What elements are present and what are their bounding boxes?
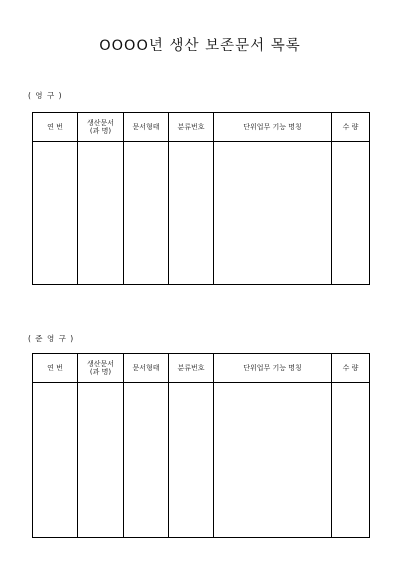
column-header-class-no: 분류번호: [169, 113, 214, 142]
table-row: [33, 383, 370, 538]
table-row: [33, 142, 370, 285]
section-label-semipermanent: ( 준 영 구 ): [28, 334, 75, 343]
column-header-production-doc-line2: (과 명): [89, 368, 112, 376]
cell-unit-task: [214, 383, 332, 538]
cell-unit-task: [214, 142, 332, 285]
cell-class-no: [169, 383, 214, 538]
document-title: OOOO년 생산 보존문서 목록: [99, 38, 301, 54]
column-header-serial: 연 번: [33, 354, 78, 383]
column-header-unit-task: 단위업무 기능 명칭: [214, 354, 332, 383]
column-header-serial: 연 번: [33, 113, 78, 142]
cell-quantity: [332, 142, 370, 285]
column-header-unit-task: 단위업무 기능 명칭: [214, 113, 332, 142]
column-header-doc-type: 문서형태: [124, 113, 169, 142]
cell-production-doc: [78, 383, 124, 538]
column-header-doc-type: 문서형태: [124, 354, 169, 383]
column-header-quantity: 수 량: [332, 354, 370, 383]
cell-quantity: [332, 383, 370, 538]
column-header-production-doc-line2: (과 명): [89, 127, 112, 135]
cell-doc-type: [124, 383, 169, 538]
cell-serial: [33, 383, 78, 538]
section-label-permanent: ( 영 구 ): [28, 91, 63, 100]
cell-production-doc: [78, 142, 124, 285]
column-header-production-doc: [78, 113, 124, 142]
table-header-row: [33, 113, 370, 142]
column-header-production-doc: [78, 354, 124, 383]
column-header-quantity: 수 량: [332, 113, 370, 142]
semipermanent-records-table: [32, 353, 370, 538]
column-header-production-doc-line1: 생산문서: [86, 118, 115, 127]
table-header-row: [33, 354, 370, 383]
permanent-records-table: [32, 112, 370, 285]
cell-serial: [33, 142, 78, 285]
cell-class-no: [169, 142, 214, 285]
cell-doc-type: [124, 142, 169, 285]
column-header-production-doc-line1: 생산문서: [86, 359, 115, 368]
column-header-class-no: 분류번호: [169, 354, 214, 383]
